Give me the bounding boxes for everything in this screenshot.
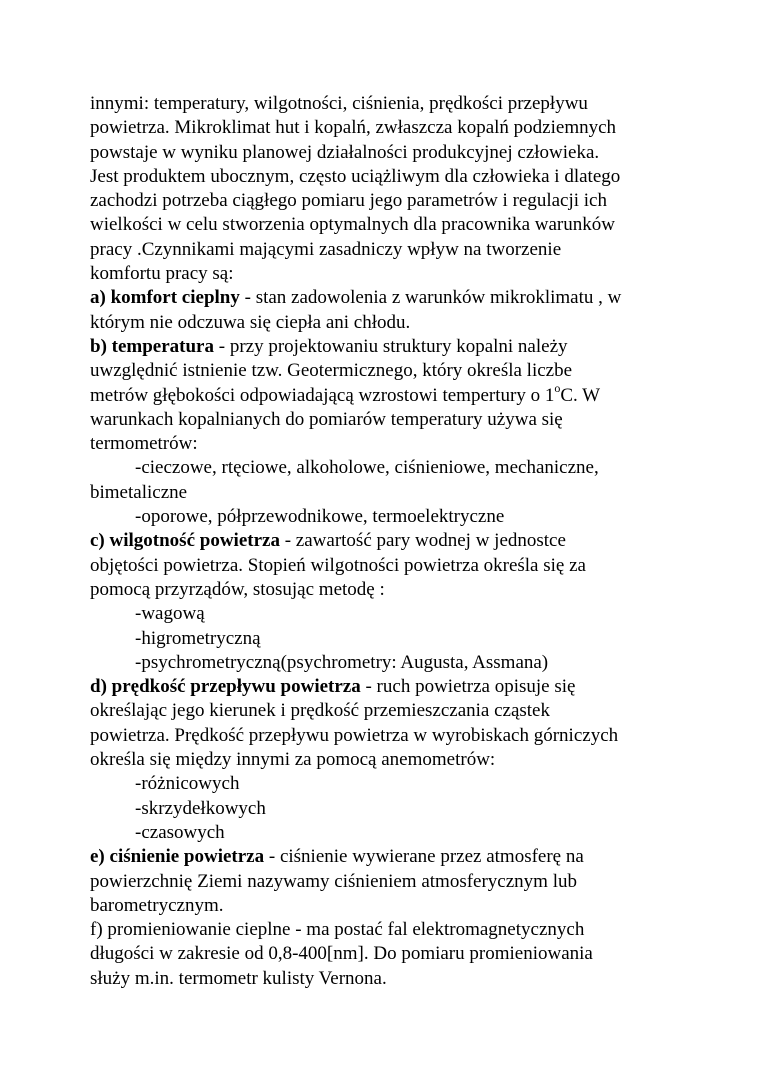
line-text: służy m.in. termometr kulisty Vernona. xyxy=(90,967,387,989)
document-page xyxy=(90,92,690,991)
line-text: określając jego kierunek i prędkość przemieszczania cząstek xyxy=(90,700,550,722)
list-item xyxy=(90,821,690,845)
text-line xyxy=(90,845,690,869)
line-text: długości w zakresie od 0,8-400[nm]. Do pomiaru promieniowania xyxy=(90,943,593,965)
line-text: innymi: temperatury, wilgotności, ciśnienia, prędkości przepływu xyxy=(90,93,588,114)
line-text-tail: C. W xyxy=(560,384,601,406)
line-text: - ciśnienie wywierane przez atmosferę na xyxy=(264,846,584,868)
line-text: komfortu pracy są: xyxy=(90,263,234,285)
section-heading: d) prędkość przepływu powietrza xyxy=(90,676,361,698)
line-text: -czasowych xyxy=(135,821,225,843)
text-line xyxy=(90,529,690,553)
text-line xyxy=(90,554,690,578)
line-text: -psychrometryczną(psychrometry: Augusta, Assmana) xyxy=(135,651,549,673)
text-line xyxy=(90,359,690,383)
section-heading: a) komfort cieplny xyxy=(90,287,240,309)
section-heading: e) ciśnienie powietrza xyxy=(90,846,265,868)
text-line xyxy=(90,311,690,335)
list-item xyxy=(90,505,690,529)
line-text: powietrza. Mikroklimat hut i kopalń, zwłaszcza kopalń podziemnych xyxy=(90,117,617,139)
text-line xyxy=(90,238,690,262)
line-text: -higrometryczną xyxy=(135,627,261,649)
line-text: -wagową xyxy=(135,603,205,625)
text-line xyxy=(90,213,690,237)
text-line xyxy=(90,165,690,189)
text-line xyxy=(90,141,690,165)
text-line xyxy=(90,262,690,286)
list-item xyxy=(90,456,690,480)
line-text: zachodzi potrzeba ciągłego pomiaru jego parametrów i regulacji ich xyxy=(90,190,607,212)
line-text: powietrza. Prędkość przepływu powietrza w wyrobiskach górniczych xyxy=(90,724,619,746)
text-line xyxy=(90,92,690,116)
line-text: objętości powietrza. Stopień wilgotności powietrza określa się za xyxy=(90,554,586,576)
section-heading: b) temperatura xyxy=(90,335,214,357)
line-text: - ruch powietrza opisuje się xyxy=(360,676,576,698)
text-line xyxy=(90,432,690,456)
text-line xyxy=(90,724,690,748)
text-line xyxy=(90,894,690,918)
text-line xyxy=(90,748,690,772)
list-item xyxy=(90,797,690,821)
list-item xyxy=(90,627,690,651)
line-text: -różnicowych xyxy=(135,773,240,795)
text-line xyxy=(90,481,690,505)
text-line xyxy=(90,335,690,359)
line-text: termometrów: xyxy=(90,433,198,455)
line-text: - zawartość pary wodnej w jednostce xyxy=(279,530,566,552)
text-line xyxy=(90,286,690,310)
line-text: wielkości w celu stworzenia optymalnych dla pracownika warunków xyxy=(90,214,615,236)
line-text: pomocą przyrządów, stosując metodę : xyxy=(90,578,385,600)
line-text: którym nie odczuwa się ciepła ani chłodu. xyxy=(90,311,411,333)
line-text: -oporowe, półprzewodnikowe, termoelektryczne xyxy=(135,506,505,528)
text-line xyxy=(90,675,690,699)
text-line xyxy=(90,578,690,602)
text-line xyxy=(90,699,690,723)
line-text: uwzględnić istnienie tzw. Geotermicznego, który określa liczbe xyxy=(90,360,573,382)
line-text: - stan zadowolenia z warunków mikroklimatu , w xyxy=(239,287,622,309)
line-text: pracy .Czynnikami mającymi zasadniczy wpływ na tworzenie xyxy=(90,238,562,260)
list-item xyxy=(90,602,690,626)
section-heading: c) wilgotność powietrza xyxy=(90,530,280,552)
text-line xyxy=(90,116,690,140)
text-line xyxy=(90,408,690,432)
line-text: powstaje w wyniku planowej działalności produkcyjnej człowieka. xyxy=(90,141,600,163)
line-text: bimetaliczne xyxy=(90,481,188,503)
text-line xyxy=(90,189,690,213)
line-text: - przy projektowaniu struktury kopalni należy xyxy=(214,335,568,357)
text-line xyxy=(90,942,690,966)
text-line xyxy=(90,918,690,942)
text-line xyxy=(90,870,690,894)
text-line xyxy=(90,381,690,408)
line-text: f) promieniowanie cieplne - ma postać fal elektromagnetycznych xyxy=(90,919,585,941)
list-item xyxy=(90,772,690,796)
text-line xyxy=(90,967,690,991)
line-text: barometrycznym. xyxy=(90,894,224,916)
line-text: powierzchnię Ziemi nazywamy ciśnieniem atmosferycznym lub xyxy=(90,870,577,892)
line-text: metrów głębokości odpowiadającą wzrostowi tempertury o 1 xyxy=(90,384,555,406)
degree-superscript: o xyxy=(554,381,561,396)
line-text: -cieczowe, rtęciowe, alkoholowe, ciśnieniowe, mechaniczne, xyxy=(135,457,599,479)
list-item xyxy=(90,651,690,675)
line-text: Jest produktem ubocznym, często uciążliwym dla człowieka i dlatego xyxy=(90,165,621,187)
line-text: -skrzydełkowych xyxy=(135,797,266,819)
line-text: warunkach kopalnianych do pomiarów temperatury używa się xyxy=(90,408,563,430)
line-text: określa się między innymi za pomocą anemometrów: xyxy=(90,749,496,771)
